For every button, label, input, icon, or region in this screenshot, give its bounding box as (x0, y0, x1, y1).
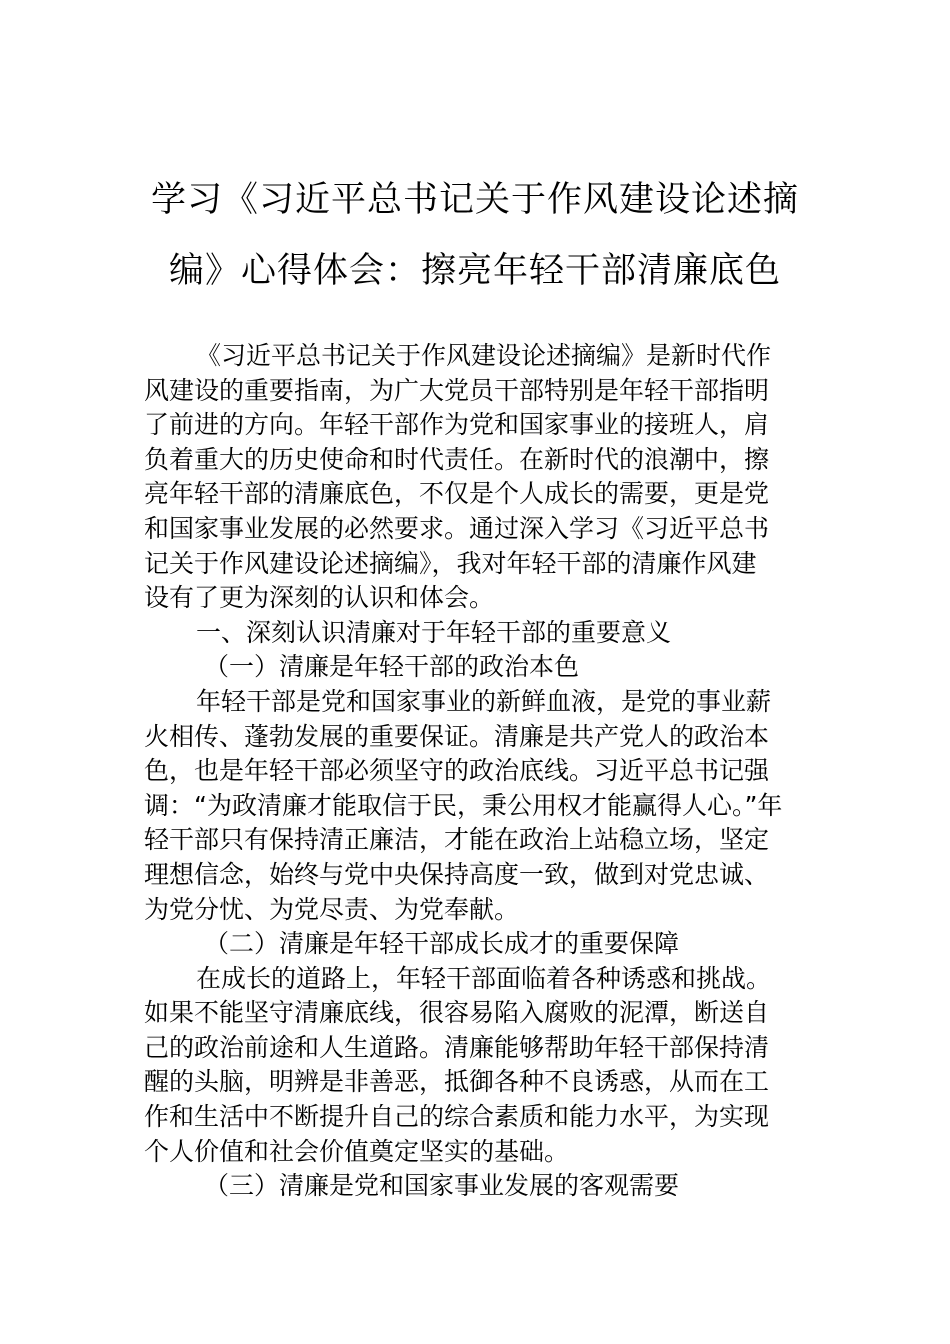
subsection-heading: （三）清廉是党和国家事业发展的客观需要 (204, 1171, 680, 1201)
paragraph-line: 负着重大的历史使命和时代责任。在新时代的浪潮中，擦 (144, 444, 770, 474)
paragraph-line: 火相传、蓬勃发展的重要保证。清廉是共产党人的政治本 (144, 721, 770, 751)
section-heading: 一、深刻认识清廉对于年轻干部的重要意义 (196, 617, 672, 647)
paragraph-line: 己的政治前途和人生道路。清廉能够帮助年轻干部保持清 (144, 1032, 770, 1062)
document-title-line-2: 编》心得体会：擦亮年轻干部清廉底色 (168, 251, 781, 291)
paragraph-line: 亮年轻干部的清廉底色，不仅是个人成长的需要，更是党 (144, 479, 770, 509)
document-title-line-1: 学习《习近平总书记关于作风建设论述摘 (150, 180, 799, 220)
paragraph-line: 轻干部只有保持清正廉洁，才能在政治上站稳立场，坚定 (144, 825, 770, 855)
paragraph-line: 如果不能坚守清廉底线，很容易陷入腐败的泥潭，断送自 (144, 998, 770, 1028)
paragraph-line: 在成长的道路上，年轻干部面临着各种诱惑和挑战。 (196, 963, 772, 993)
paragraph-line: 作和生活中不断提升自己的综合素质和能力水平，为实现 (144, 1102, 770, 1132)
document-body (144, 339, 816, 1204)
paragraph-line: 风建设的重要指南，为广大党员干部特别是年轻干部指明 (144, 375, 770, 405)
paragraph-line: 理想信念，始终与党中央保持高度一致，做到对党忠诚、 (144, 859, 770, 889)
paragraph-line: 记关于作风建设论述摘编》，我对年轻干部的清廉作风建 (144, 548, 757, 578)
subsection-heading: （二）清廉是年轻干部成长成才的重要保障 (204, 929, 680, 959)
paragraph-line: 调：“为政清廉才能取信于民，秉公用权才能赢得人心。”年 (144, 790, 783, 820)
paragraph-line: 了前进的方向。年轻干部作为党和国家事业的接班人，肩 (144, 410, 770, 440)
paragraph-line: 个人价值和社会价值奠定坚实的基础。 (144, 1136, 570, 1166)
paragraph-line: 年轻干部是党和国家事业的新鲜血液，是党的事业薪 (196, 686, 772, 716)
paragraph-line: 和国家事业发展的必然要求。通过深入学习《习近平总书 (144, 513, 770, 543)
paragraph-line: 设有了更为深刻的认识和体会。 (144, 583, 495, 613)
subsection-heading: （一）清廉是年轻干部的政治本色 (204, 652, 580, 682)
paragraph-line: 醒的头脑，明辨是非善恶，抵御各种不良诱惑，从而在工 (144, 1067, 770, 1097)
paragraph-line: 为党分忧、为党尽责、为党奉献。 (144, 894, 520, 924)
paragraph-line: 《习近平总书记关于作风建设论述摘编》是新时代作 (196, 341, 772, 370)
paragraph-line: 色，也是年轻干部必须坚守的政治底线。习近平总书记强 (144, 756, 770, 786)
